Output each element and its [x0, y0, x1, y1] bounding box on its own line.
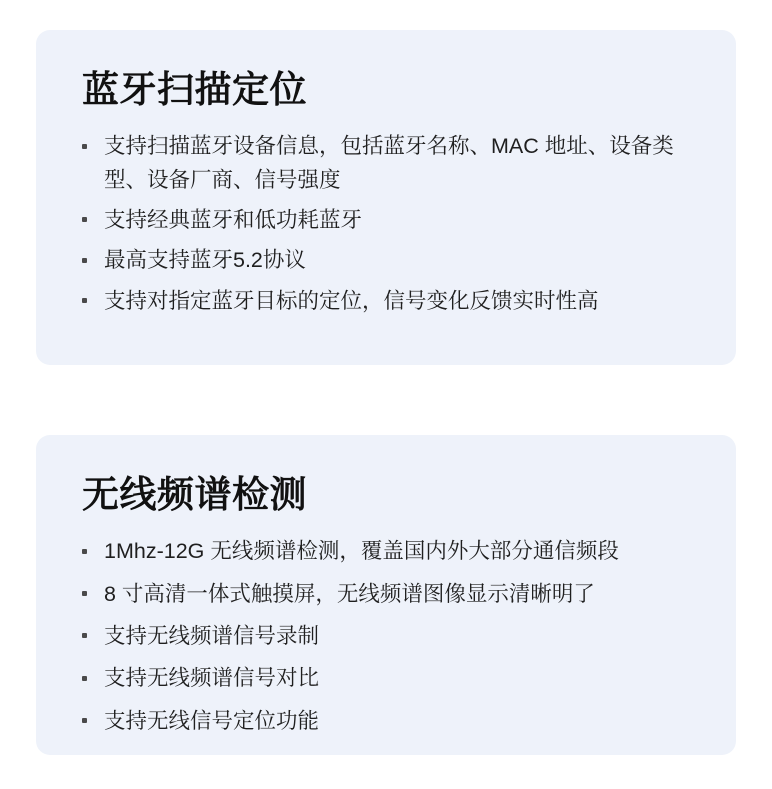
section-title: 无线频谱检测: [82, 474, 307, 515]
list-item: [70, 285, 702, 318]
bullet-dot-icon: [82, 676, 87, 681]
feature-list-spectrum: [70, 535, 702, 738]
section-divider: [36, 365, 736, 435]
list-item: [70, 204, 702, 237]
list-item-label: 支持无线信号定位功能: [104, 708, 320, 733]
bullet-dot-icon: [82, 258, 87, 263]
list-item: [70, 130, 702, 197]
list-item: [70, 662, 702, 695]
list-item-label: 支持无线频谱信号对比: [104, 666, 320, 691]
bullet-dot-icon: [82, 144, 87, 149]
feature-card-bluetooth: [36, 30, 736, 365]
list-item: [70, 578, 702, 611]
list-item-label: 8 寸高清一体式触摸屏，无线频谱图像显示清晰明了: [104, 581, 595, 606]
list-item-label: 支持无线频谱信号录制: [104, 624, 320, 649]
bullet-dot-icon: [82, 633, 87, 638]
feature-list-bluetooth: [70, 130, 702, 318]
list-item-label: 支持扫描蓝牙设备信息，包括蓝牙名称、MAC 地址、设备类型、设备厂商、信号强度: [104, 134, 674, 192]
list-item: [70, 244, 702, 277]
list-item-label: 最高支持蓝牙5.2协议: [104, 248, 306, 273]
list-item: [70, 620, 702, 653]
list-item-label: 支持对指定蓝牙目标的定位，信号变化反馈实时性高: [104, 288, 599, 313]
page-title: 蓝牙扫描定位: [82, 69, 307, 110]
bullet-dot-icon: [82, 549, 87, 554]
list-item: [70, 535, 702, 568]
bullet-dot-icon: [82, 298, 87, 303]
list-item-label: 1Mhz-12G 无线频谱检测，覆盖国内外大部分通信频段: [104, 539, 619, 564]
bullet-dot-icon: [82, 591, 87, 596]
feature-card-spectrum: [36, 435, 736, 755]
bullet-dot-icon: [82, 718, 87, 723]
list-item: [70, 705, 702, 738]
list-item-label: 支持经典蓝牙和低功耗蓝牙: [104, 208, 363, 233]
bullet-dot-icon: [82, 217, 87, 222]
